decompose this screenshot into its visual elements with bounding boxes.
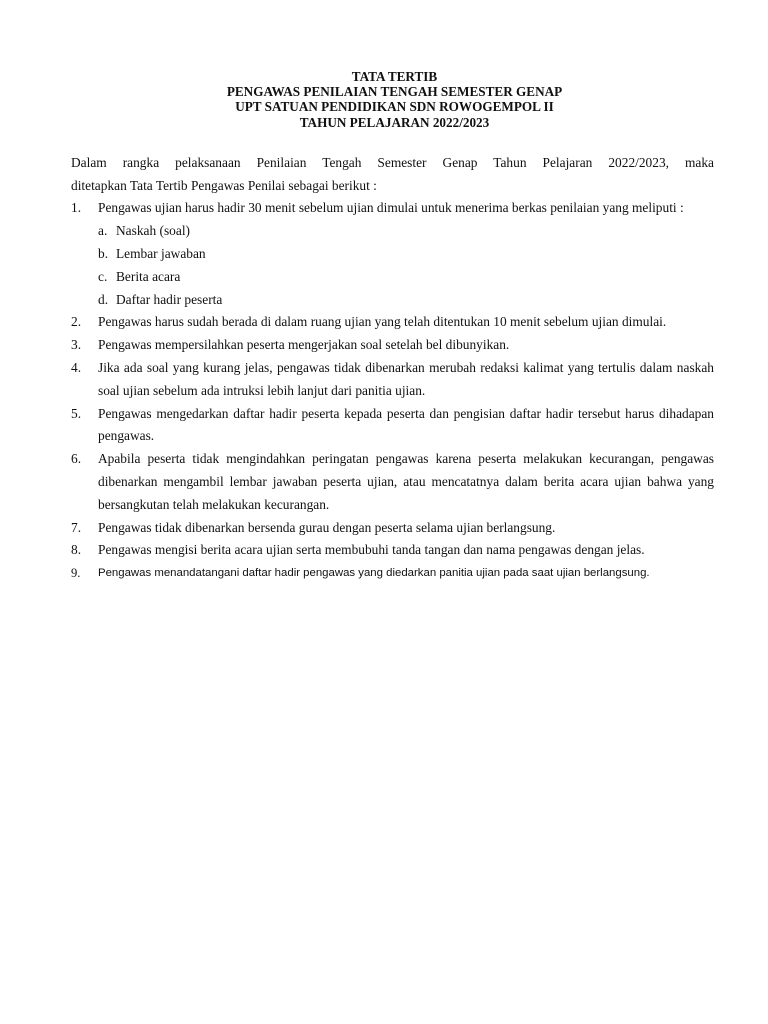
rule-item-4 [71, 357, 714, 403]
rule-item-3 [71, 334, 714, 357]
title-line-2: PENGAWAS PENILAIAN TENGAH SEMESTER GENAP [226, 84, 563, 100]
rule-text: Pengawas harus sudah berada di dalam ruang ujian yang telah ditentukan 10 menit sebelum ujian dimulai. [98, 314, 667, 330]
rule-item-1 [71, 197, 714, 311]
sub-item-b [98, 243, 714, 266]
rule-item-2 [71, 311, 714, 334]
sub-item-text: Daftar hadir peserta [116, 291, 223, 307]
rule-number: 5. [71, 405, 82, 421]
sub-item-d [98, 289, 714, 312]
rule-number: 7. [71, 519, 82, 535]
rule-item-9 [71, 562, 714, 585]
rule-text: Apabila peserta tidak mengindahkan peringatan pengawas karena peserta melakukan kecurangan, pengawas dibenarkan mengambil lembar jawaban peserta ujian, atau mencatatnya dalam berita acara ujian bahwa yang bersangkutan telah melakukan kecurangan. [98, 451, 714, 512]
sub-item-letter: b. [98, 246, 109, 261]
rule-text: Pengawas mengedarkan daftar hadir peserta kepada peserta dan pengisian daftar hadir tersebut harus dihadapan pengawas. [98, 405, 714, 444]
sub-item-letter: d. [98, 291, 109, 307]
sub-item-letter: a. [98, 223, 108, 239]
sub-item-a [98, 220, 714, 243]
sub-item-text: Berita acara [116, 268, 181, 284]
rule-item-6 [71, 448, 714, 516]
rules-list [71, 197, 714, 585]
rule-number: 9. [71, 566, 81, 581]
title-line-1: TATA TERTIB [351, 69, 438, 84]
title-line-3: UPT SATUAN PENDIDIKAN SDN ROWOGEMPOL II [235, 99, 554, 115]
sub-item-c [98, 266, 714, 289]
rule-item-5 [71, 403, 714, 449]
rule-number: 4. [71, 359, 82, 375]
rule-number: 1. [71, 200, 82, 216]
sub-item-letter: c. [98, 268, 108, 284]
rule-text: Pengawas mengisi berita acara ujian serta membubuhi tanda tangan dan nama pengawas dengan jelas. [98, 542, 645, 558]
document-title [71, 69, 714, 130]
rule-text: Jika ada soal yang kurang jelas, pengawas tidak dibenarkan merubah redaksi kalimat yang tertulis dalam naskah soal ujian sebelum ada intruksi lebih lanjut dari panitia ujian. [98, 359, 714, 398]
rule-text: Pengawas mempersilahkan peserta mengerjakan soal setelah bel dibunyikan. [98, 337, 510, 353]
intro-paragraph [71, 152, 714, 198]
rule-number: 2. [71, 314, 82, 330]
rule-text: Pengawas menandatangani daftar hadir pengawas yang diedarkan panitia ujian pada saat ujian berlangsung. [98, 567, 650, 580]
rule-item-8 [71, 539, 714, 562]
rule-sublist [98, 220, 714, 311]
sub-item-text: Naskah (soal) [116, 223, 190, 239]
title-line-4: TAHUN PELAJARAN 2022/2023 [299, 114, 490, 130]
intro-line-2: ditetapkan Tata Tertib Pengawas Penilai sebagai berikut : [71, 177, 377, 193]
sub-item-text: Lembar jawaban [116, 246, 206, 261]
rule-number: 8. [71, 542, 82, 558]
rule-item-7 [71, 517, 714, 540]
intro-line-1: Dalam rangka pelaksanaan Penilaian Tengah Semester Genap Tahun Pelajaran 2022/2023, maka [71, 154, 714, 170]
rule-text: Pengawas tidak dibenarkan bersenda gurau dengan peserta selama ujian berlangsung. [98, 519, 556, 535]
rule-number: 3. [71, 337, 82, 353]
rule-text: Pengawas ujian harus hadir 30 menit sebelum ujian dimulai untuk menerima berkas penilaian yang meliputi : [98, 200, 684, 216]
rule-number: 6. [71, 451, 82, 467]
